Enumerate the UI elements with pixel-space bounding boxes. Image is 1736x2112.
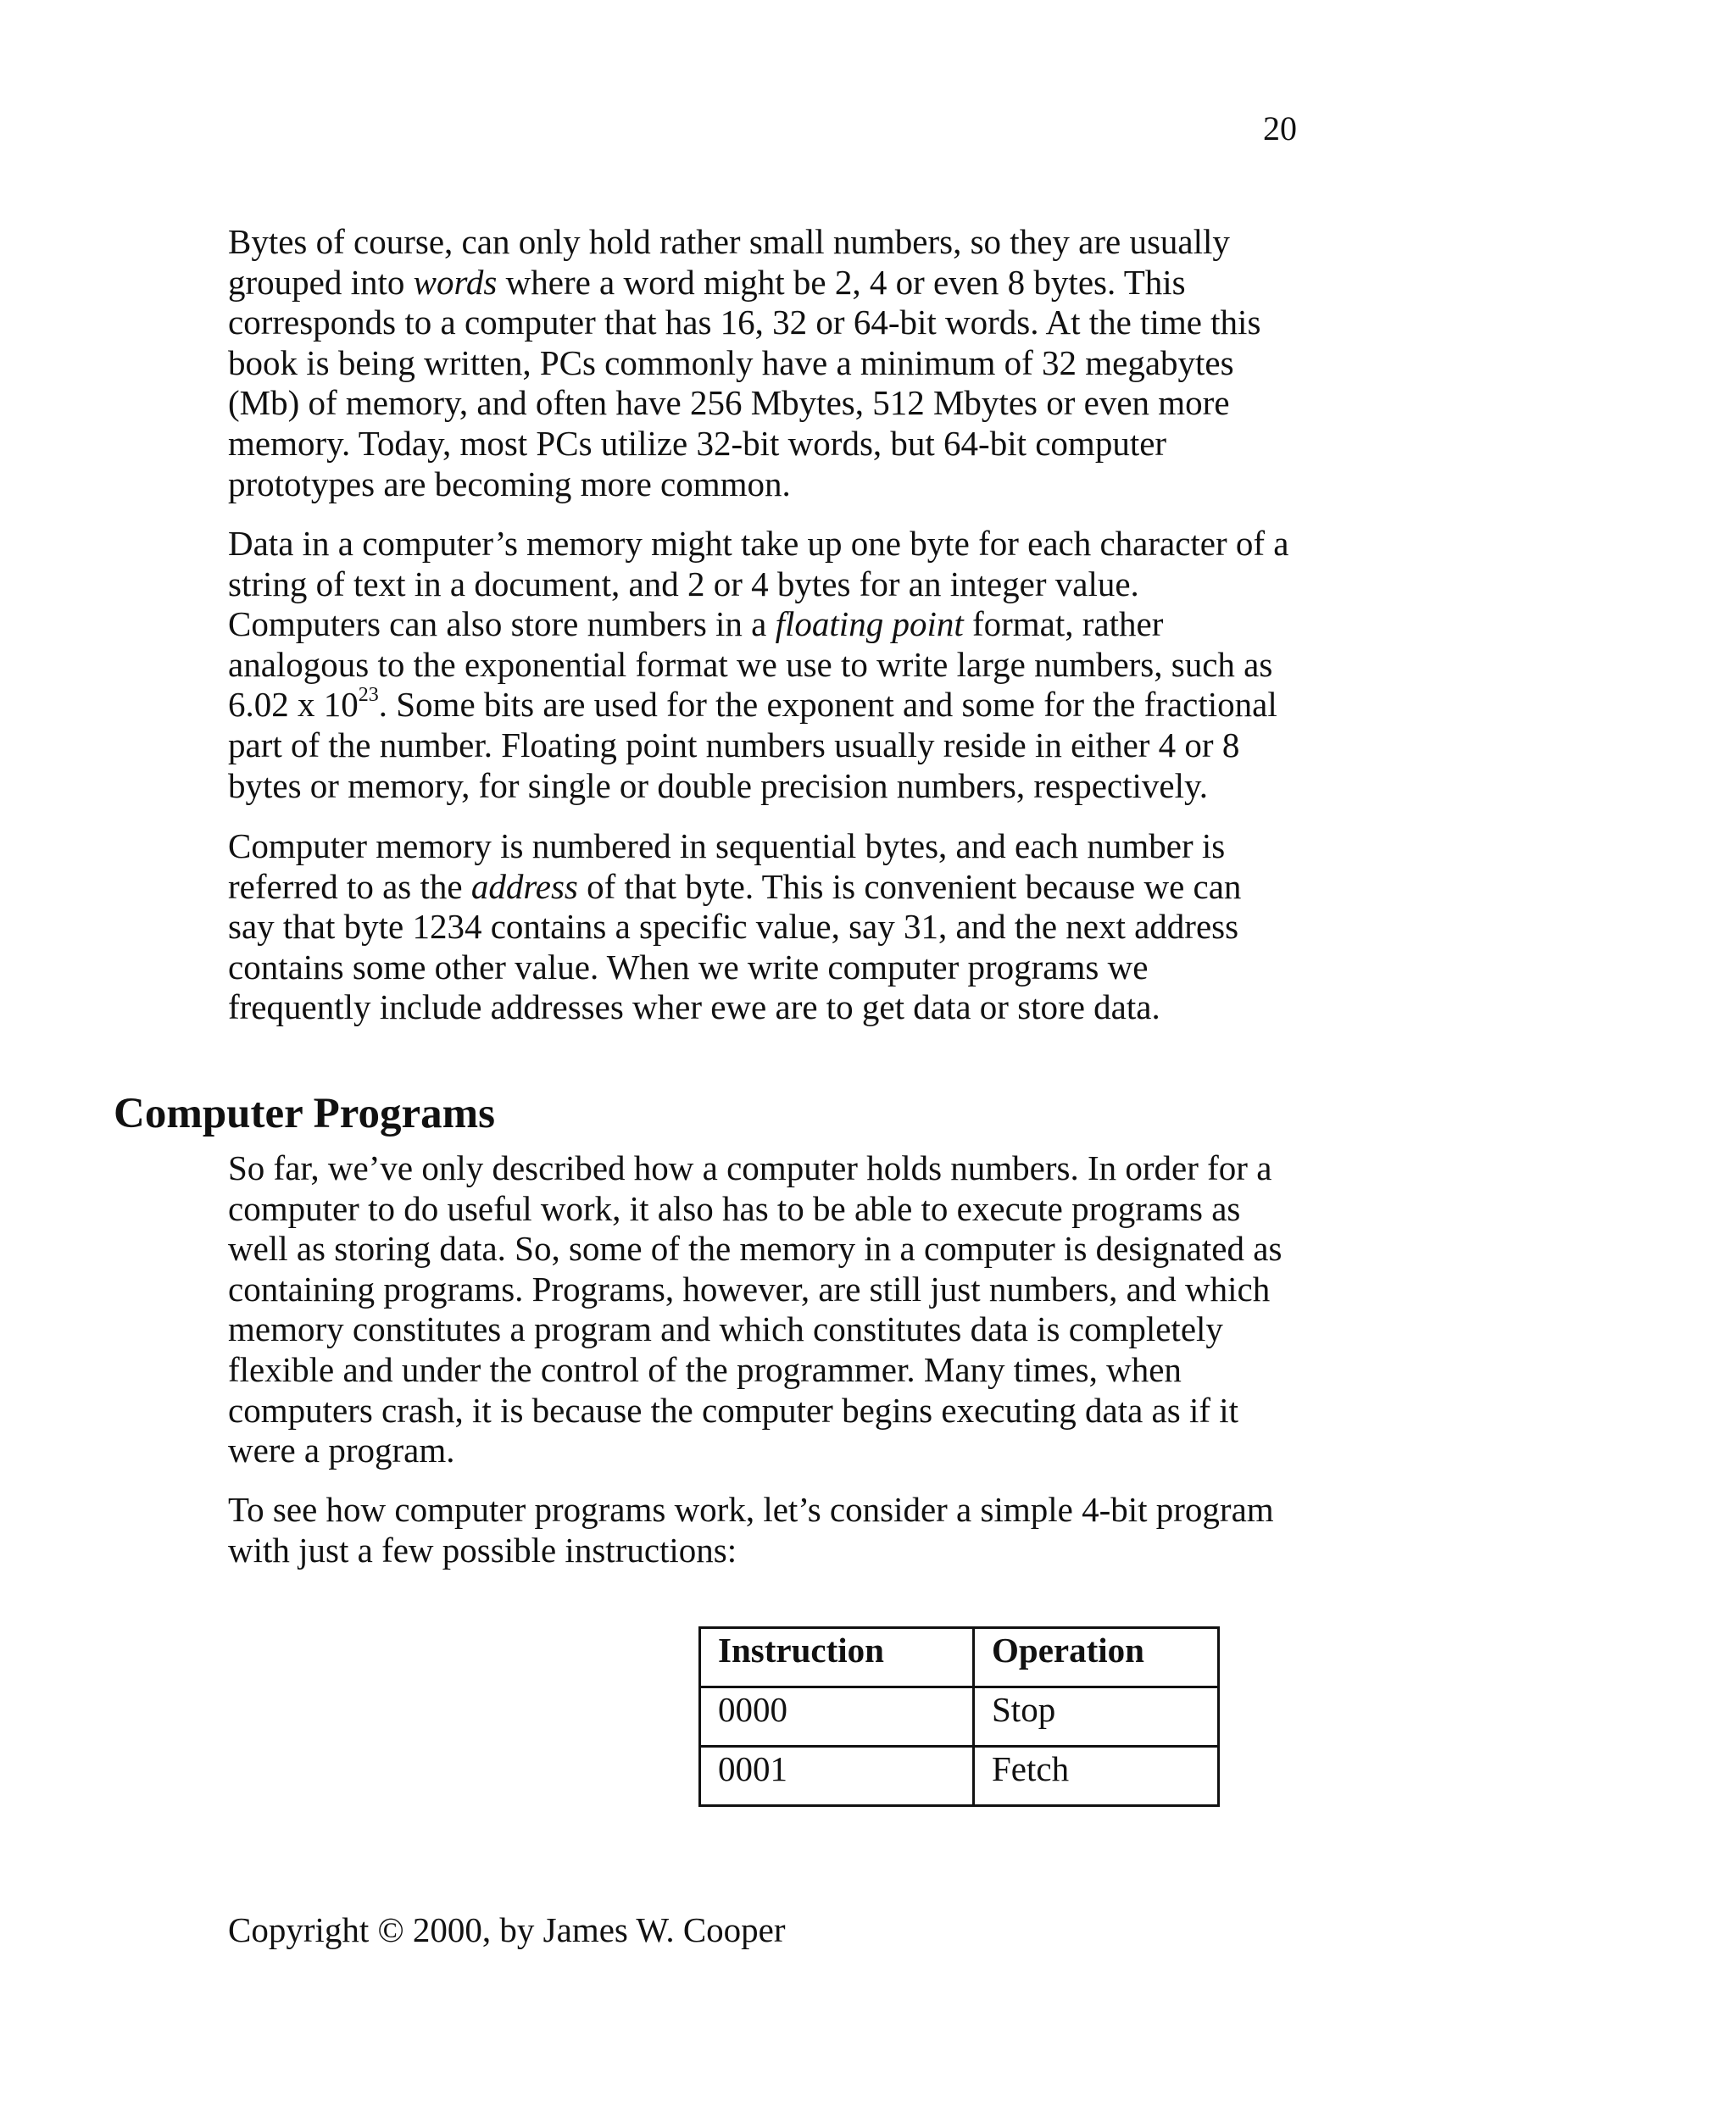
text-line: Bytes of course, can only hold rather small numbers, so they are usually — [228, 222, 1230, 261]
paragraph-4bit-program — [228, 1490, 1321, 1570]
text-line: computer to do useful work, it also has to be able to execute programs as — [228, 1188, 1241, 1228]
text-line: well as storing data. So, some of the memory in a computer is designated as — [228, 1229, 1283, 1269]
text-line: prototypes are becoming more common. — [228, 464, 791, 503]
section-heading: Computer Programs — [114, 1090, 495, 1137]
text-line: book is being written, PCs commonly have a minimum of 32 megabytes — [228, 342, 1234, 382]
text-line: Computer memory is numbered in sequential bytes, and each number is — [228, 826, 1226, 865]
text-line: corresponds to a computer that has 16, 32 or 64-bit words. At the time this — [228, 303, 1261, 342]
copyright-footer: Copyright © 2000, by James W. Cooper — [228, 1910, 786, 1949]
paragraph-bytes-and-words — [228, 222, 1321, 504]
text-line: computers crash, it is because the computer begins executing data as if it — [228, 1390, 1239, 1430]
page-number: 20 — [1263, 109, 1297, 147]
instruction-table — [698, 1626, 1220, 1807]
text-line: part of the number. Floating point numbers usually reside in either 4 or 8 — [228, 725, 1240, 764]
text-line: memory. Today, most PCs utilize 32-bit words, but 64-bit computer — [228, 423, 1167, 463]
column-header-operation: Operation — [974, 1628, 1219, 1687]
table-row — [700, 1687, 1219, 1747]
emphasis-floating-point: floating point — [775, 604, 964, 644]
text-line: 6.02 x $10^{23}$. Some bits are used for the exponent and some for the fractional — [228, 683, 1277, 725]
emphasis-address: address — [470, 866, 578, 906]
table-cell-instruction: 0001 — [700, 1747, 974, 1806]
text-line: memory constitutes a program and which constitutes data is completely — [228, 1309, 1223, 1349]
table-row — [700, 1747, 1219, 1806]
paragraph-floating-point — [228, 524, 1321, 806]
text-line: string of text in a document, and 2 or 4 bytes for an integer value. — [228, 564, 1139, 603]
paragraph-memory-address — [228, 826, 1321, 1028]
text-line: were a program. — [228, 1431, 455, 1470]
text-line: (Mb) of memory, and often have 256 Mbytes, 512 Mbytes or even more — [228, 383, 1230, 423]
text-line: say that byte 1234 contains a specific value, say 31, and the next address — [228, 907, 1239, 947]
text-line: Data in a computer’s memory might take up one byte for each character of a — [228, 524, 1289, 563]
text-line: referred to as the address of that byte. This is convenient because we can — [228, 866, 1242, 906]
text-line: with just a few possible instructions: — [228, 1530, 737, 1570]
text-line: frequently include addresses wher ewe are to get data or store data. — [228, 987, 1160, 1027]
text-line: analogous to the exponential format we use to write large numbers, such as — [228, 644, 1273, 684]
emphasis-words: words — [413, 262, 498, 302]
text-line: To see how computer programs work, let’s consider a simple 4-bit program — [228, 1490, 1274, 1529]
table-header-row — [700, 1628, 1219, 1687]
text-line: grouped into words where a word might be 2, 4 or even 8 bytes. This — [228, 262, 1186, 302]
text-line: So far, we’ve only described how a computer holds numbers. In order for a — [228, 1148, 1272, 1187]
column-header-instruction: Instruction — [700, 1628, 974, 1687]
text-line: contains some other value. When we write computer programs we — [228, 947, 1149, 987]
table-cell-operation: Fetch — [974, 1747, 1219, 1806]
text-line: containing programs. Programs, however, are still just numbers, and which — [228, 1269, 1271, 1309]
text-line: flexible and under the control of the programmer. Many times, when — [228, 1349, 1182, 1389]
text-line: bytes or memory, for single or double precision numbers, respectively. — [228, 765, 1209, 805]
paragraph-programs-intro — [228, 1148, 1321, 1471]
text-line: Computers can also store numbers in a floating point format, rather — [228, 604, 1164, 644]
exponent-superscript: 23 — [358, 683, 379, 706]
table-cell-instruction: 0000 — [700, 1687, 974, 1747]
table-cell-operation: Stop — [974, 1687, 1219, 1747]
